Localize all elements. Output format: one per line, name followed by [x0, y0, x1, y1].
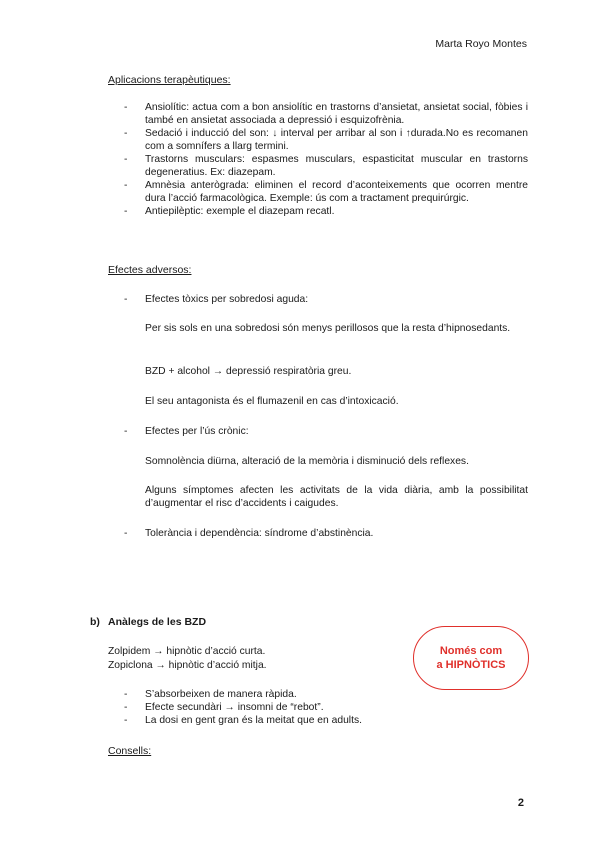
author-name: Marta Royo Montes [435, 38, 527, 50]
list-item: - Tolerància i dependència: síndrome d’abstinència. [124, 527, 528, 540]
adverse-chronic-item [124, 425, 528, 438]
analogs-list [124, 688, 528, 727]
paragraph: Per sis sols en una sobredosi són menys perillosos que la resta d’hipnosedants. [145, 323, 511, 334]
adverse-toxic-item [124, 293, 528, 306]
list-item: - Trastorns musculars: espasmes musculars, espasticitat muscular en trastorns degeneratius. Ex: diazepam. [124, 153, 528, 179]
paragraph: Somnolència diürna, alteració de la memòria i disminució dels reflexes. [145, 456, 469, 467]
list-item: - Efecte secundàri → insomni de “rebot”. [124, 701, 528, 714]
list-item: - Antiepilèptic: exemple el diazepam recatl. [124, 205, 528, 218]
list-item: - Efectes tòxics per sobredosi aguda: [124, 293, 528, 306]
section-heading-analogs [90, 616, 206, 628]
analog-line: Zopiclona → hipnòtic d’acció mitja. [108, 660, 267, 671]
page-number: 2 [517, 797, 524, 809]
section-title-adverse: Efectes adversos: [108, 264, 192, 276]
stamp-line: a HIPNÒTICS [436, 659, 506, 671]
section-heading-text: Anàlegs de les BZD [108, 616, 207, 628]
section-title-therapeutic: Aplicacions terapèutiques: [108, 74, 231, 86]
list-item: - La dosi en gent gran és la meitat que en adults. [124, 714, 528, 727]
paragraph: BZD + alcohol → depressió respiratòria greu. [145, 366, 352, 377]
list-item: - Amnèsia anterògrada: eliminen el record d’aconteixements que ocorren mentre dura l’acció farmacològica. Exemple: ús com a tractament prequirúrgic. [124, 179, 528, 205]
analog-line: Zolpidem → hipnòtic d’acció curta. [108, 646, 266, 657]
paragraph: Alguns símptomes afecten les activitats de la vida diària, amb la possibilitat d’augmentar el risc d’accidents i caigudes. [145, 485, 528, 509]
stamp-hypnotics-only [413, 626, 529, 690]
section-title-advice: Consells: [108, 745, 152, 757]
stamp-line: Només com [439, 645, 503, 657]
list-item: - Efectes per l’ús crònic: [124, 425, 528, 438]
list-item: - Ansiolític: actua com a bon ansiolític en trastorns d’ansietat, ansietat social, fòbies i també en ansietat associada a depressió i esquizofrènia. [124, 101, 528, 127]
list-item: - S’absorbeixen de manera ràpida. [124, 688, 528, 701]
therapeutic-list [124, 101, 528, 218]
adverse-tolerance-item [124, 527, 528, 540]
paragraph: El seu antagonista és el flumazenil en cas d’intoxicació. [145, 396, 399, 407]
section-letter: b) [90, 616, 100, 628]
list-item: - Sedació i inducció del son: ↓ interval per arribar al son i ↑durada.No es recomanen com a somnífers a llarg termini. [124, 127, 528, 153]
